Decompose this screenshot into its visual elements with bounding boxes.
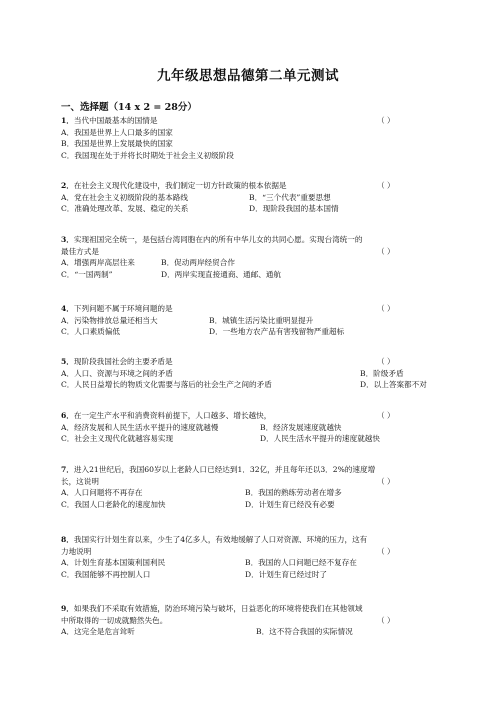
option-b: B．我国是世界上发展最快的国家 bbox=[61, 139, 173, 148]
option-a: A．这完全是危言耸听 bbox=[61, 627, 135, 636]
question-3 bbox=[61, 234, 441, 280]
question-number: 3． bbox=[61, 235, 74, 244]
option-a: A．人口问题将不再存在 bbox=[61, 488, 143, 497]
answer-blank: （ ） bbox=[377, 411, 395, 420]
option-a: A．增强两岸高层往来 bbox=[61, 258, 135, 267]
question-stem-continued: 最佳方式是 bbox=[61, 246, 99, 256]
option-d: D．以上答案都不对 bbox=[360, 380, 427, 389]
answer-blank: （ ） bbox=[377, 304, 395, 313]
option-a: A．计划生育基本国策利国利民 bbox=[61, 558, 166, 567]
answer-blank: （ ） bbox=[377, 476, 395, 486]
option-c: C．人口素质偏低 bbox=[61, 327, 120, 336]
question-6 bbox=[61, 410, 441, 445]
question-stem: 下列问题不属于环境问题的是 bbox=[73, 304, 173, 313]
question-stem: 在社会主义现代化建设中，我们制定一切方针政策的根本依据是 bbox=[73, 181, 287, 190]
section-heading: 一、选择题（14 x 2 = 28分） bbox=[61, 102, 197, 113]
question-9 bbox=[61, 603, 441, 638]
answer-blank: （ ） bbox=[377, 116, 395, 125]
question-stem: 实现祖国完全统一，是包括台湾同胞在内的所有中华儿女的共同心愿。实现台湾统一的 bbox=[73, 235, 363, 244]
option-d: D．一些地方农产品有害残留物严重超标 bbox=[209, 327, 345, 336]
option-d: D．现阶段我国的基本国情 bbox=[249, 204, 339, 213]
answer-blank: （ ） bbox=[377, 615, 395, 625]
option-c: C．我国人口老龄化的速度加快 bbox=[61, 499, 166, 509]
question-4 bbox=[61, 303, 441, 338]
question-stem-continued: 中所取得的一切成就黯然失色。 bbox=[61, 615, 168, 625]
option-b: B．这不符合我国的实际情况 bbox=[256, 627, 353, 636]
question-1 bbox=[61, 115, 441, 161]
option-d: D．两岸实现直接通商、通邮、通航 bbox=[161, 269, 281, 279]
option-c: C．准确处理改革、发展、稳定的关系 bbox=[61, 204, 189, 213]
option-d: D．计划生育已经过时了 bbox=[245, 569, 328, 579]
option-c: C．“一国两制” bbox=[61, 269, 113, 279]
question-stem: 如果我们不采取有效措施，防治环境污染与破坏，日益恶化的环境将使我们在其他领域 bbox=[73, 604, 363, 613]
question-stem-continued: 力地说明 bbox=[61, 546, 92, 556]
option-a: A．人口、资源与环境之间的矛盾 bbox=[61, 368, 173, 378]
question-stem: 在一定生产水平和消费资料前提下，人口越多、增长越快， bbox=[73, 411, 272, 420]
question-number: 1． bbox=[61, 116, 74, 125]
option-b: B．我国的熟练劳动者在增多 bbox=[245, 488, 342, 497]
answer-blank: （ ） bbox=[377, 246, 395, 256]
option-c: C．我国能够不再控制人口 bbox=[61, 569, 151, 579]
page-title: 九年级思想品德第二单元测试 bbox=[157, 68, 339, 84]
option-b: B．我国的人口问题已经不复存在 bbox=[245, 558, 357, 567]
option-b: B．“三个代表”重要思想 bbox=[249, 192, 331, 202]
option-a: A．污染物排放总量还相当大 bbox=[61, 315, 158, 325]
question-5 bbox=[61, 356, 441, 391]
answer-blank: （ ） bbox=[377, 181, 395, 190]
option-b: B．经济发展速度就越快 bbox=[260, 422, 342, 432]
question-7 bbox=[61, 464, 441, 510]
question-2 bbox=[61, 180, 441, 215]
question-number: 9． bbox=[61, 604, 74, 613]
option-a: A．党在社会主义初级阶段的基本路线 bbox=[61, 192, 188, 202]
question-number: 8． bbox=[61, 535, 74, 544]
answer-blank: （ ） bbox=[377, 357, 395, 366]
answer-blank: （ ） bbox=[377, 546, 395, 556]
question-stem: 进入21世纪后，我国60岁以上老龄人口已经达到1．32亿，并且每年还以3．2%的速度增 bbox=[73, 465, 376, 474]
option-a: A．经济发展和人民生活水平提升的速度就越慢 bbox=[61, 422, 219, 432]
question-stem: 现阶段我国社会的主要矛盾是 bbox=[73, 357, 173, 366]
option-d: D．人民生活水平提升的速度就越快 bbox=[260, 434, 380, 443]
option-b: B．阶级矛盾 bbox=[360, 368, 404, 378]
question-number: 7． bbox=[61, 465, 74, 474]
option-b: B．城镇生活污染比重明显提升 bbox=[209, 315, 314, 325]
question-number: 4． bbox=[61, 304, 74, 313]
question-number: 6． bbox=[61, 411, 74, 420]
question-stem: 当代中国最基本的国情是 bbox=[73, 116, 158, 125]
option-a: A．我国是世界上人口最多的国家 bbox=[61, 127, 173, 137]
option-b: B．促动两岸经贸合作 bbox=[161, 258, 235, 267]
option-c: C．我国现在处于并将长时期处于社会主义初级阶段 bbox=[61, 150, 234, 160]
question-number: 2． bbox=[61, 181, 74, 190]
question-stem: 我国实行计划生育以来，少生了4亿多人，有效地缓解了人口对资源、环境的压力，这有 bbox=[73, 535, 368, 544]
option-c: C．人民日益增长的物质文化需要与落后的社会生产之间的矛盾 bbox=[61, 380, 272, 389]
question-8 bbox=[61, 534, 441, 580]
option-d: D．计划生育已经没有必要 bbox=[245, 499, 335, 509]
option-c: C．社会主义现代化就越容易实现 bbox=[61, 434, 174, 443]
question-number: 5． bbox=[61, 357, 74, 366]
question-stem-continued: 长，这说明 bbox=[61, 476, 99, 486]
